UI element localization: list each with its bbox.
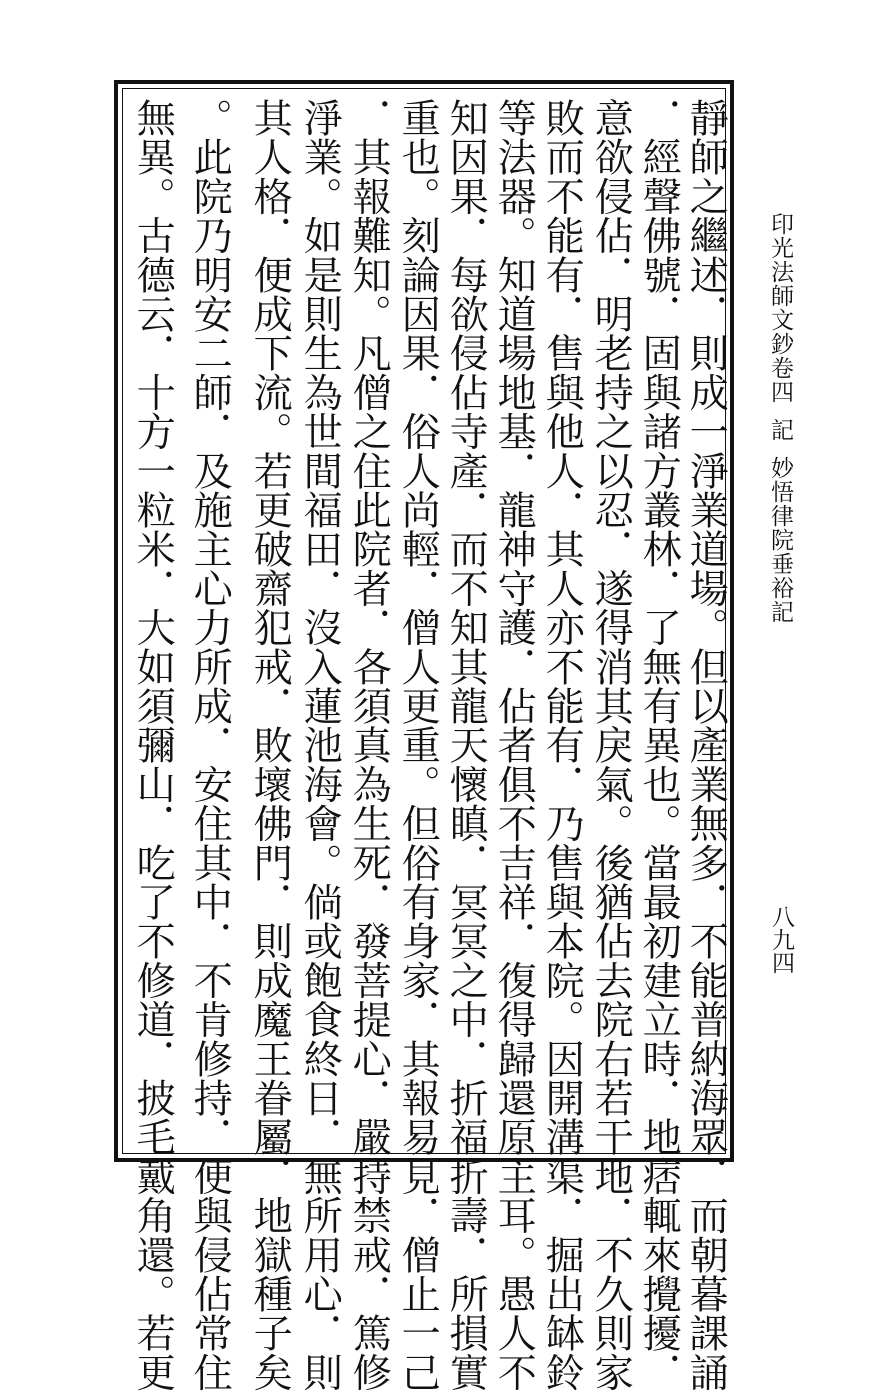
text-column: 知因果．每欲侵佔寺產．而不知其龍天懷瞋．冥冥之中．折福折壽．所損實	[443, 98, 489, 1392]
text-column: 等法器。知道場地基．龍神守護．佔者俱不吉祥．復得歸還原主耳。愚人不	[491, 98, 537, 1392]
text-column: 敗而不能有．售與他人．其人亦不能有．乃售與本院。因開溝渠．掘出缽鈴	[539, 98, 585, 1392]
running-title	[768, 212, 791, 624]
text-column: 意欲侵佔．明老持之以忍．遂得消其戾氣。後猶佔去院右若干地．不久則家	[588, 98, 634, 1392]
text-column: 。此院乃明安二師．及施主心力所成．安住其中．不肯修持．便與侵佔常住	[187, 98, 233, 1392]
text-column: 無異。古德云．十方一粒米．大如須彌山．吃了不修道．披毛戴角還。若更	[130, 98, 176, 1392]
text-column: 淨業。如是則生為世間福田．沒入蓮池海會。倘或飽食終日．無所用心．則	[297, 98, 343, 1392]
article-title: 妙悟律院垂裕記	[767, 456, 793, 624]
text-column: ．其報難知。凡僧之住此院者．各須真為生死．發菩提心．嚴持禁戒．篤修	[346, 98, 392, 1392]
text-column: ．經聲佛號．固與諸方叢林．了無有異也。當最初建立時．地痞輒來攪擾．	[636, 98, 682, 1392]
section-category: 記	[767, 418, 793, 442]
text-column: 靜師之繼述．則成一淨業道場。但以產業無多．不能普納海眾．而朝暮課誦	[683, 98, 729, 1392]
text-column: 其人格．便成下流。若更破齋犯戒．敗壞佛門．則成魔王眷屬．地獄種子矣	[247, 98, 293, 1392]
page-number: 八九四	[768, 905, 794, 974]
book-title: 印光法師文鈔卷四	[767, 212, 793, 404]
text-column: 重也。刻論因果．俗人尚輕．僧人更重。但俗有身家．其報易見．僧止一己	[395, 98, 441, 1392]
